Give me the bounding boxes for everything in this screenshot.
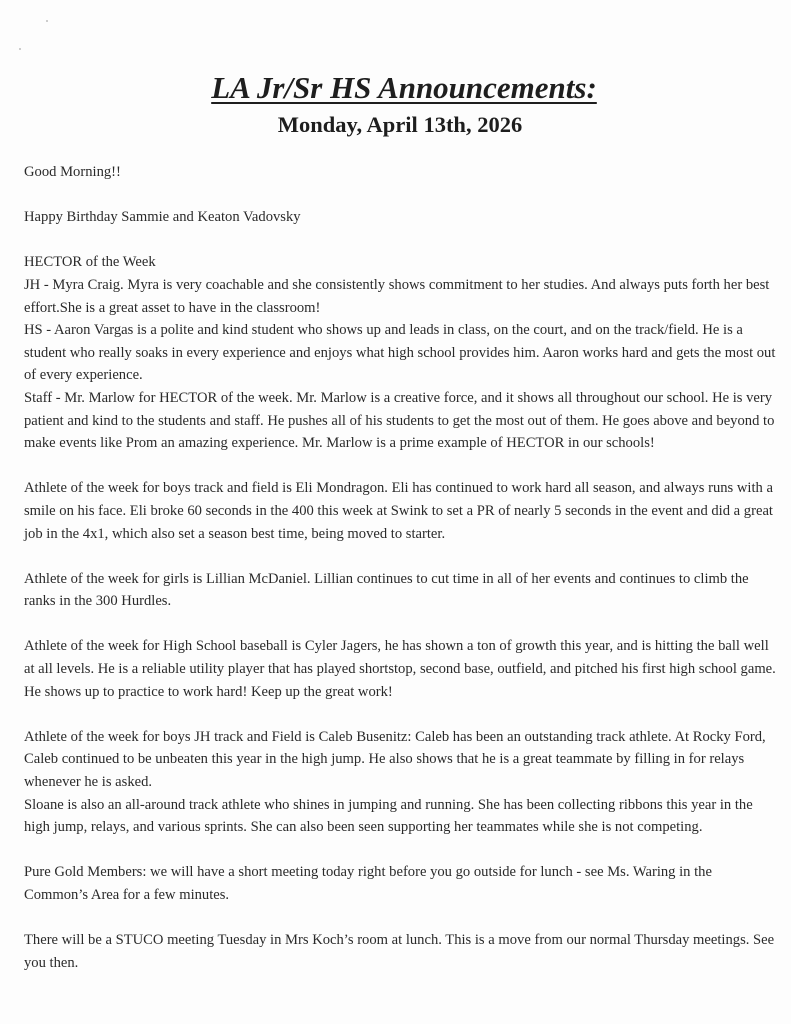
pure-gold-announcement: Pure Gold Members: we will have a short meeting today right before you go outside for lunch - see Ms. Waring in the Common’s Area for a few minutes. [24,864,712,903]
stuco-announcement: There will be a STUCO meeting Tuesday in Mrs Koch’s room at lunch. This is a move from our normal Thursday meetings. See you then. [24,932,775,971]
announcement-date: Monday, April 13th, 2026 [277,112,523,137]
hector-jh: JH - Myra Craig. Myra is very coachable and she consistently shows commitment to her studies. And always puts forth her best effort.She is a great asset to have in the classroom! [24,276,770,316]
athlete-girls: Athlete of the week for girls is Lillian McDaniel. Lillian continues to cut time in all of her events and continues to climb the ranks in the 300 Hurdles. [24,570,749,610]
scan-speck [46,20,48,22]
announcement-body [24,161,776,997]
athlete-jh-track: Athlete of the week for boys JH track and Field is Caleb Busenitz: Caleb has been an outstanding track athlete. At Rocky Ford, Caleb continued to be unbeaten this year in the high jump. He also shows that he is a great teammate by filling in for relays whenever he is asked. [24,728,766,791]
page-title: LA Jr/Sr HS Announcements: [211,70,597,105]
athlete-sloane: Sloane is also an all-around track athlete who shines in jumping and running. She has been collecting ribbons this year in the high jump, relays, and various sprints. She can also been seen supporting her teammates while she is not competing. [24,796,753,836]
scan-speck [19,48,21,50]
athlete-baseball: Athlete of the week for High School baseball is Cyler Jagers, he has shown a ton of growth this year, and is hitting the ball well at all levels. He is a reliable utility player that has played shortstop, second base, outfield, and pitched his first high school game. He shows up to practice to work hard! Keep up the great work! [24,638,776,700]
hector-hs: HS - Aaron Vargas is a polite and kind student who shows up and leads in class, on the court, and on the track/field. He is a student who really soaks in every experience and enjoys what high school provides him. Aaron works hard and gets the most out of every experience. [24,322,776,384]
greeting: Good Morning!! [24,164,121,180]
athlete-boys-track: Athlete of the week for boys track and field is Eli Mondragon. Eli has continued to work hard all season, and always runs with a smile on his face. Eli broke 60 seconds in the 400 this week at Swink to set a PR of nearly 5 seconds in the event and did a great job in the 4x1, which also set a season best time, being moved to starter. [24,480,773,542]
hector-staff: Staff - Mr. Marlow for HECTOR of the week. Mr. Marlow is a creative force, and it shows all throughout our school. He is very patient and kind to the students and staff. He pushes all of his students to get the most out of them. He goes above and beyond to make events like Prom an amazing experience. Mr. Marlow is a prime example of HECTOR in our schools! [24,389,775,452]
hector-heading: HECTOR of the Week [24,254,156,271]
birthday-announcement: Happy Birthday Sammie and Keaton Vadovsky [24,209,301,226]
